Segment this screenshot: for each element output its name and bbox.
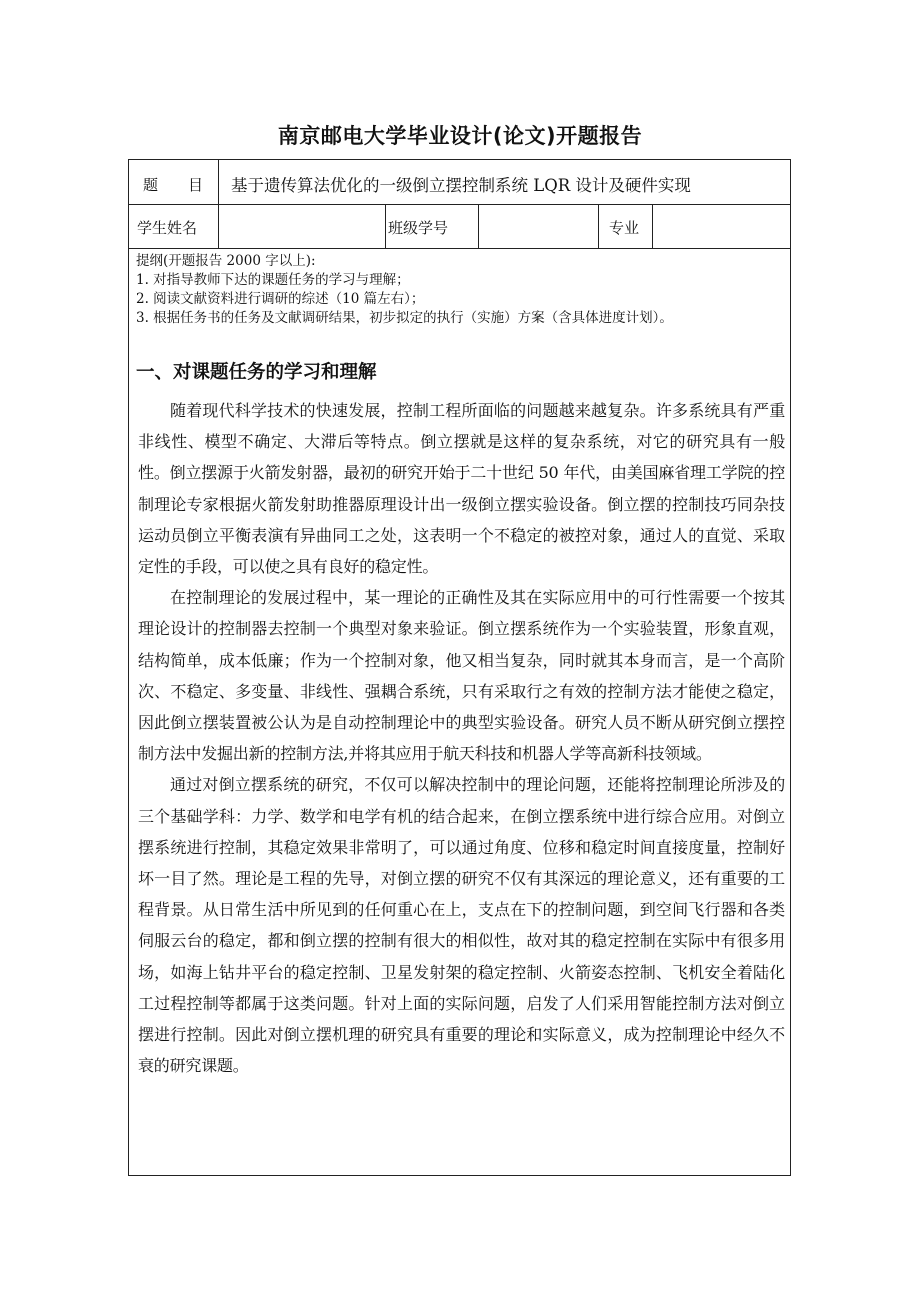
column-divider: [385, 204, 386, 248]
column-divider: [218, 160, 219, 204]
column-divider: [598, 204, 599, 248]
major-label: 专业: [609, 219, 640, 237]
report-form-table: [128, 159, 791, 1176]
student-name-label: 学生姓名: [137, 219, 198, 237]
outline-line: 提纲(开题报告 2000 字以上):: [136, 253, 316, 269]
outline-line: 3. 根据任务书的任务及文献调研结果，初步拟定的执行（实施）方案（含具体进度计划）。: [136, 310, 673, 326]
section-heading: 一、对课题任务的学习和理解: [136, 362, 377, 383]
topic-label: 题 目: [143, 176, 204, 194]
outline-line: 2. 阅读文献资料进行调研的综述（10 篇左右）；: [136, 291, 425, 307]
class-id-label: 班级学号: [388, 219, 449, 237]
paragraph: 随着现代科学技术的快速发展，控制工程所面临的问题越来越复杂。许多系统具有严重非线性、模型不确定、大滞后等特点。倒立摆就是这样的复杂系统，对它的研究具有一般性。倒立摆源于火箭发射器，最初的研究开始于二十世纪 50 年代，由美国麻省理工学院的控制理论专家根据火箭发射助推器原理设计出一级倒立摆实验设备。倒立摆的控制技巧同杂技运动员倒立平衡表演有异曲同工之处，这表明一个不稳定的被控对象，通过人的直觉、采取定性的手段，可以使之具有良好的稳定性。: [138, 401, 785, 577]
paragraph: 通过对倒立摆系统的研究，不仅可以解决控制中的理论问题，还能将控制理论所涉及的三个基础学科：力学、数学和电学有机的结合起来，在倒立摆系统中进行综合应用。对倒立摆系统进行控制，其稳定效果非常明了，可以通过角度、位移和稳定时间直接度量，控制好坏一目了然。理论是工程的先导，对倒立摆的研究不仅有其深远的理论意义，还有重要的工程背景。从日常生活中所见到的任何重心在上，支点在下的控制问题，到空间飞行器和各类伺服云台的稳定，都和倒立摆的控制有很大的相似性，故对其的稳定控制在实际中有很多用场，如海上钻井平台的稳定控制、卫星发射架的稳定控制、火箭姿态控制、飞机安全着陆化工过程控制等都属于这类问题。针对上面的实际问题，启发了人们采用智能控制方法对倒立摆进行控制。因此对倒立摆机理的研究具有重要的理论和实际意义，成为控制理论中经久不衰的研究课题。: [138, 775, 785, 1076]
paragraph: 在控制理论的发展过程中，某一理论的正确性及其在实际应用中的可行性需要一个按其理论设计的控制器去控制一个典型对象来验证。倒立摆系统作为一个实验装置，形象直观，结构简单，成本低廉；作为一个控制对象，他又相当复杂，同时就其本身而言，是一个高阶次、不稳定、多变量、非线性、强耦合系统，只有采取行之有效的控制方法才能使之稳定，因此倒立摆装置被公认为是自动控制理论中的典型实验设备。研究人员不断从研究倒立摆控制方法中发掘出新的控制方法,并将其应用于航天科技和机器人学等高新科技领域。: [138, 588, 785, 764]
section-body: [138, 395, 785, 1081]
column-divider: [218, 204, 219, 248]
column-divider: [652, 204, 653, 248]
outline-line: 1. 对指导教师下达的课题任务的学习与理解；: [136, 272, 410, 288]
row-divider: [129, 248, 790, 249]
topic-value: 基于遗传算法优化的一级倒立摆控制系统 LQR 设计及硬件实现: [231, 176, 691, 195]
row-divider: [129, 204, 790, 205]
page-title: 南京邮电大学毕业设计(论文)开题报告: [277, 124, 643, 148]
column-divider: [478, 204, 479, 248]
outline-instructions: [136, 252, 786, 328]
